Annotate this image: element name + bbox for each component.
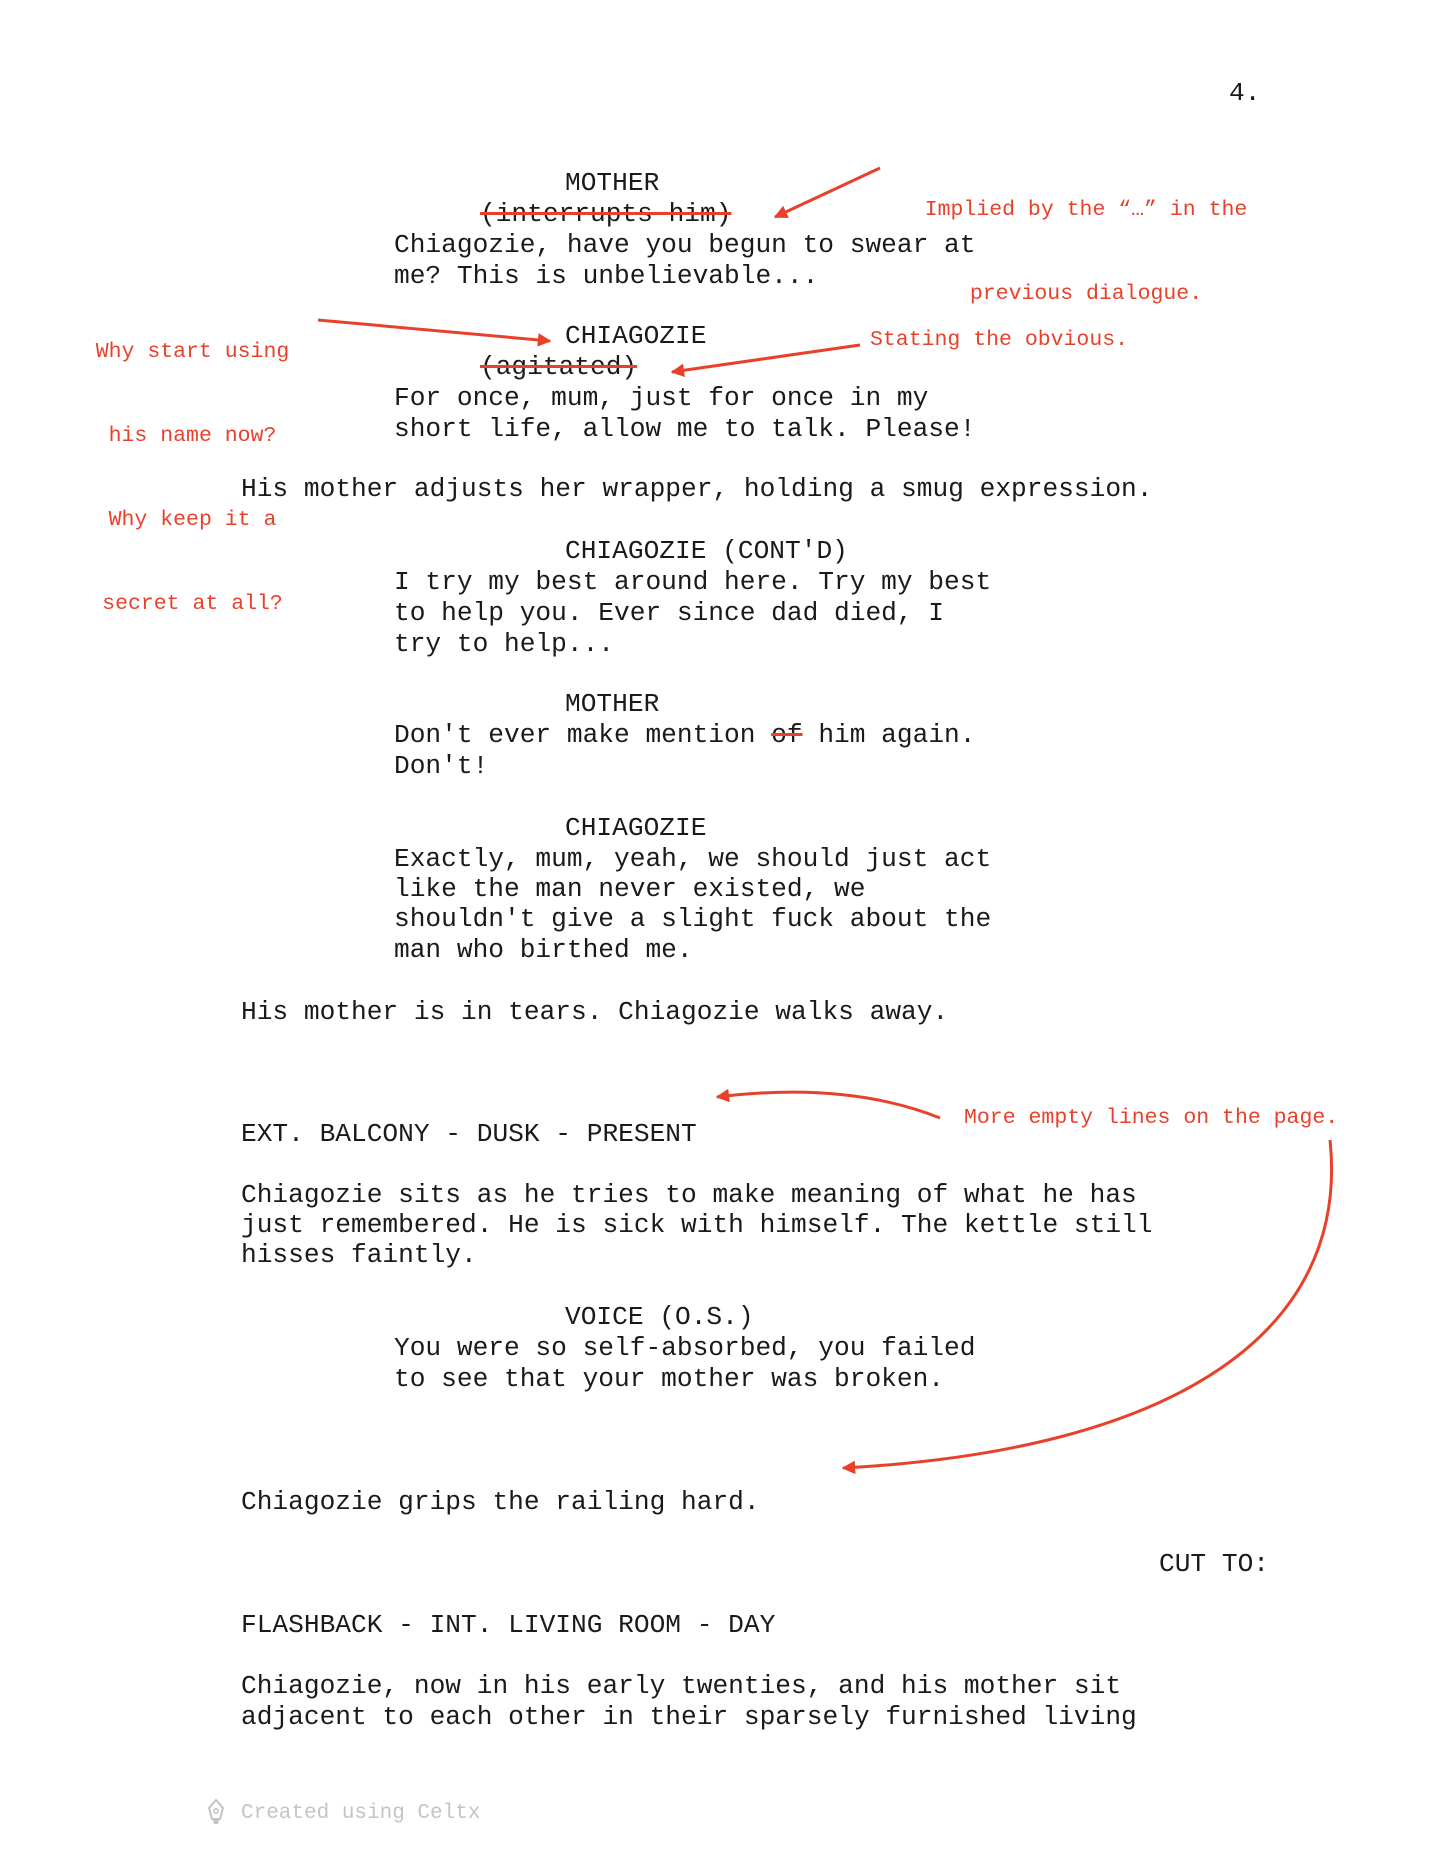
dialogue-line: shouldn't give a slight fuck about the <box>394 904 992 934</box>
parenthetical-struck: (agitated) <box>480 352 638 382</box>
dialogue-line: short life, allow me to talk. Please! <box>394 414 976 444</box>
dialogue-line: me? This is unbelievable... <box>394 261 819 291</box>
annotation-empty-lines: More empty lines on the page. <box>964 1106 1339 1130</box>
action-line: His mother is in tears. Chiagozie walks away. <box>241 997 949 1027</box>
annotation-line: his name now? <box>108 424 277 448</box>
action-line: Chiagozie grips the railing hard. <box>241 1487 760 1517</box>
action-line: just remembered. He is sick with himself. The kettle still <box>241 1210 1153 1240</box>
annotation-line: Why keep it a <box>108 508 277 532</box>
dialogue-line: Exactly, mum, yeah, we should just act <box>394 844 992 874</box>
scene-heading: FLASHBACK - INT. LIVING ROOM - DAY <box>241 1610 776 1640</box>
character-name: CHIAGOZIE (CONT'D) <box>565 536 848 566</box>
character-name: MOTHER <box>565 168 660 198</box>
annotation-line: secret at all? <box>102 592 283 616</box>
struck-word: of <box>771 720 803 750</box>
dialogue-line: Chiagozie, have you begun to swear at <box>394 230 976 260</box>
dialogue-text: him again. <box>802 720 976 750</box>
arrow-implied <box>775 168 880 217</box>
footer-text: Created using Celtx <box>241 1802 481 1825</box>
arrow-empty-lines-up <box>717 1092 940 1118</box>
action-line: Chiagozie sits as he tries to make meaning of what he has <box>241 1180 1137 1210</box>
action-line: adjacent to each other in their sparsely furnished living <box>241 1702 1137 1732</box>
dialogue-line: Don't! <box>394 751 489 781</box>
parenthetical-struck: (interrupts him) <box>480 199 732 229</box>
character-name: MOTHER <box>565 689 660 719</box>
dialogue-line: For once, mum, just for once in my <box>394 383 929 413</box>
dialogue-line: to see that your mother was broken. <box>394 1364 945 1394</box>
annotation-line: Why start using <box>95 340 290 364</box>
arrow-why-name <box>318 320 550 341</box>
action-line: His mother adjusts her wrapper, holding a smug expression. <box>241 474 1153 504</box>
page-number: 4. <box>1229 78 1261 108</box>
dialogue-line: to help you. Ever since dad died, I <box>394 598 945 628</box>
scene-heading: EXT. BALCONY - DUSK - PRESENT <box>241 1119 697 1149</box>
dialogue-line: You were so self-absorbed, you failed <box>394 1333 976 1363</box>
transition: CUT TO: <box>1159 1549 1270 1579</box>
action-line: hisses faintly. <box>241 1240 477 1270</box>
celtx-logo-icon <box>207 1799 225 1825</box>
character-name: CHIAGOZIE <box>565 321 707 351</box>
character-name: VOICE (O.S.) <box>565 1302 754 1332</box>
dialogue-text: Don't ever make mention <box>394 720 772 750</box>
action-line: Chiagozie, now in his early twenties, and his mother sit <box>241 1671 1122 1701</box>
dialogue-line <box>394 720 975 750</box>
dialogue-line: try to help... <box>394 629 615 659</box>
annotation-why-name <box>70 282 315 674</box>
annotation-line: previous dialogue. <box>969 282 1203 306</box>
dialogue-line: I try my best around here. Try my best <box>394 567 992 597</box>
annotation-obvious: Stating the obvious. <box>870 328 1129 352</box>
character-name: CHIAGOZIE <box>565 813 707 843</box>
annotation-line: Implied by the “…” in the <box>924 198 1248 222</box>
dialogue-line: like the man never existed, we <box>394 874 866 904</box>
dialogue-line: man who birthed me. <box>394 935 693 965</box>
